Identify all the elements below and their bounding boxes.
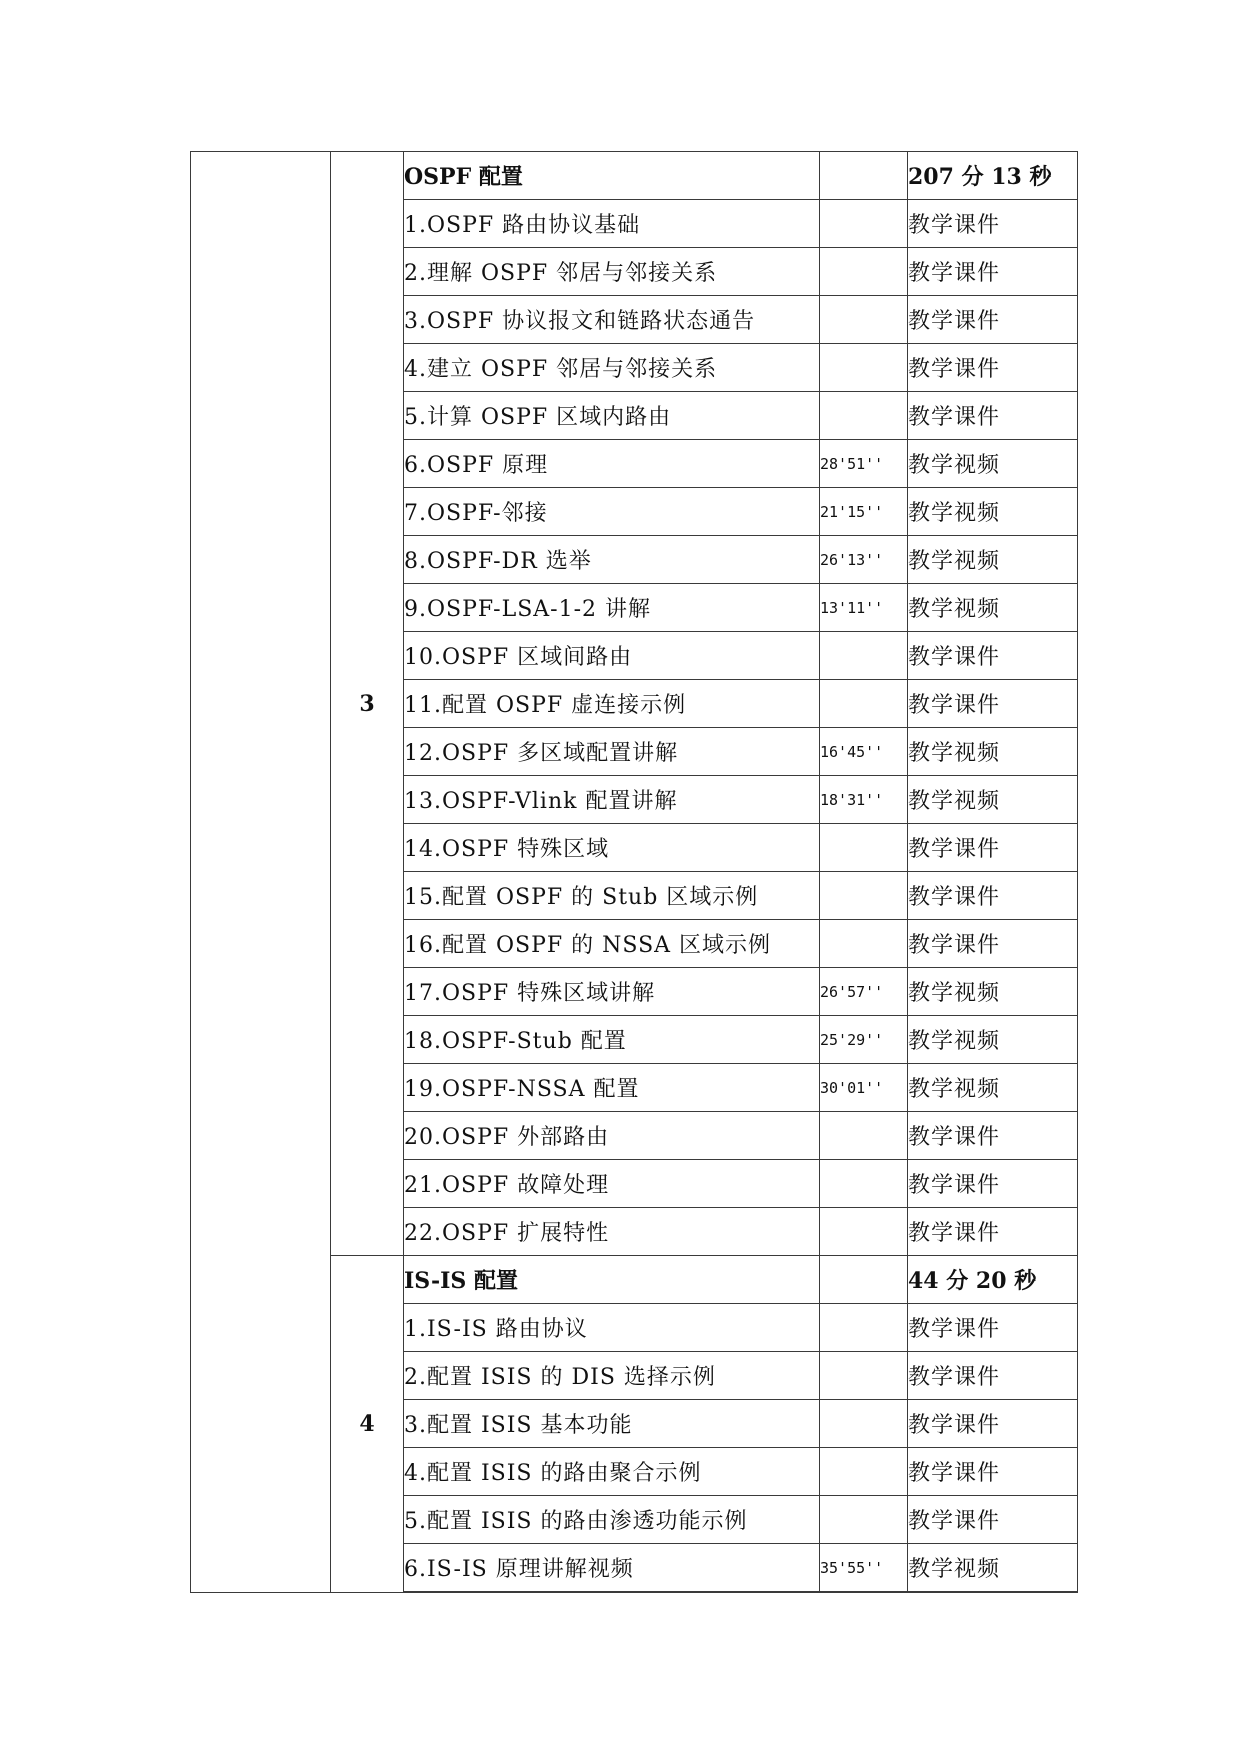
item-type: 教学视频 xyxy=(908,1064,1078,1112)
item-type: 教学视频 xyxy=(908,1544,1078,1593)
item-duration xyxy=(820,872,908,920)
item-duration: 16'45'' xyxy=(820,728,908,776)
item-title: 10.OSPF 区域间路由 xyxy=(404,632,820,680)
item-type: 教学课件 xyxy=(908,296,1078,344)
item-type: 教学视频 xyxy=(908,584,1078,632)
section-duration-cell xyxy=(820,1256,908,1304)
item-title: 8.OSPF-DR 选举 xyxy=(404,536,820,584)
item-type: 教学课件 xyxy=(908,1448,1078,1496)
section-duration-cell xyxy=(820,152,908,200)
item-duration: 21'15'' xyxy=(820,488,908,536)
item-type: 教学视频 xyxy=(908,1016,1078,1064)
item-type: 教学视频 xyxy=(908,776,1078,824)
item-title: 1.IS-IS 路由协议 xyxy=(404,1304,820,1352)
section-header-row xyxy=(191,152,1078,200)
item-title: 19.OSPF-NSSA 配置 xyxy=(404,1064,820,1112)
item-duration xyxy=(820,248,908,296)
item-type: 教学课件 xyxy=(908,824,1078,872)
item-title: 4.建立 OSPF 邻居与邻接关系 xyxy=(404,344,820,392)
item-duration: 30'01'' xyxy=(820,1064,908,1112)
item-type: 教学视频 xyxy=(908,968,1078,1016)
item-type: 教学课件 xyxy=(908,920,1078,968)
item-title: 18.OSPF-Stub 配置 xyxy=(404,1016,820,1064)
item-duration xyxy=(820,1208,908,1256)
item-type: 教学课件 xyxy=(908,1112,1078,1160)
section-number: 3 xyxy=(331,152,404,1256)
item-type: 教学课件 xyxy=(908,1304,1078,1352)
table-body xyxy=(191,152,1078,1593)
item-type: 教学课件 xyxy=(908,344,1078,392)
item-duration xyxy=(820,1352,908,1400)
course-content-table xyxy=(190,151,1078,1593)
item-title: 15.配置 OSPF 的 Stub 区域示例 xyxy=(404,872,820,920)
item-type: 教学视频 xyxy=(908,728,1078,776)
item-type: 教学课件 xyxy=(908,248,1078,296)
item-duration xyxy=(820,1160,908,1208)
item-title: 13.OSPF-Vlink 配置讲解 xyxy=(404,776,820,824)
left-blank-cell xyxy=(191,152,331,1593)
item-duration: 35'55'' xyxy=(820,1544,908,1593)
item-duration xyxy=(820,920,908,968)
item-title: 5.配置 ISIS 的路由渗透功能示例 xyxy=(404,1496,820,1544)
item-title: 7.OSPF-邻接 xyxy=(404,488,820,536)
item-title: 5.计算 OSPF 区域内路由 xyxy=(404,392,820,440)
item-type: 教学课件 xyxy=(908,200,1078,248)
item-type: 教学课件 xyxy=(908,392,1078,440)
item-title: 21.OSPF 故障处理 xyxy=(404,1160,820,1208)
item-duration xyxy=(820,296,908,344)
item-duration xyxy=(820,1400,908,1448)
item-title: 2.理解 OSPF 邻居与邻接关系 xyxy=(404,248,820,296)
item-type: 教学视频 xyxy=(908,536,1078,584)
item-duration xyxy=(820,824,908,872)
item-duration: 18'31'' xyxy=(820,776,908,824)
item-type: 教学课件 xyxy=(908,1208,1078,1256)
item-duration: 25'29'' xyxy=(820,1016,908,1064)
item-type: 教学课件 xyxy=(908,680,1078,728)
item-type: 教学课件 xyxy=(908,1400,1078,1448)
item-title: 17.OSPF 特殊区域讲解 xyxy=(404,968,820,1016)
item-title: 4.配置 ISIS 的路由聚合示例 xyxy=(404,1448,820,1496)
item-type: 教学课件 xyxy=(908,1352,1078,1400)
item-type: 教学视频 xyxy=(908,440,1078,488)
item-duration: 28'51'' xyxy=(820,440,908,488)
section-total-duration: 44 分 20 秒 xyxy=(908,1256,1078,1304)
item-duration xyxy=(820,344,908,392)
item-type: 教学视频 xyxy=(908,488,1078,536)
section-number: 4 xyxy=(331,1256,404,1593)
item-title: 11.配置 OSPF 虚连接示例 xyxy=(404,680,820,728)
item-type: 教学课件 xyxy=(908,1160,1078,1208)
item-duration xyxy=(820,1112,908,1160)
item-title: 6.IS-IS 原理讲解视频 xyxy=(404,1544,820,1593)
item-duration: 13'11'' xyxy=(820,584,908,632)
item-duration xyxy=(820,632,908,680)
item-type: 教学课件 xyxy=(908,872,1078,920)
section-title: IS-IS 配置 xyxy=(404,1256,820,1304)
item-title: 14.OSPF 特殊区域 xyxy=(404,824,820,872)
item-duration xyxy=(820,200,908,248)
item-duration xyxy=(820,680,908,728)
item-duration: 26'57'' xyxy=(820,968,908,1016)
item-duration xyxy=(820,1304,908,1352)
item-title: 9.OSPF-LSA-1-2 讲解 xyxy=(404,584,820,632)
item-title: 6.OSPF 原理 xyxy=(404,440,820,488)
section-total-duration: 207 分 13 秒 xyxy=(908,152,1078,200)
item-duration: 26'13'' xyxy=(820,536,908,584)
item-title: 1.OSPF 路由协议基础 xyxy=(404,200,820,248)
item-title: 3.配置 ISIS 基本功能 xyxy=(404,1400,820,1448)
item-title: 22.OSPF 扩展特性 xyxy=(404,1208,820,1256)
item-title: 2.配置 ISIS 的 DIS 选择示例 xyxy=(404,1352,820,1400)
item-title: 16.配置 OSPF 的 NSSA 区域示例 xyxy=(404,920,820,968)
item-title: 12.OSPF 多区域配置讲解 xyxy=(404,728,820,776)
section-title: OSPF 配置 xyxy=(404,152,820,200)
item-title: 3.OSPF 协议报文和链路状态通告 xyxy=(404,296,820,344)
item-type: 教学课件 xyxy=(908,632,1078,680)
item-duration xyxy=(820,1448,908,1496)
item-duration xyxy=(820,1496,908,1544)
item-title: 20.OSPF 外部路由 xyxy=(404,1112,820,1160)
item-type: 教学课件 xyxy=(908,1496,1078,1544)
item-duration xyxy=(820,392,908,440)
